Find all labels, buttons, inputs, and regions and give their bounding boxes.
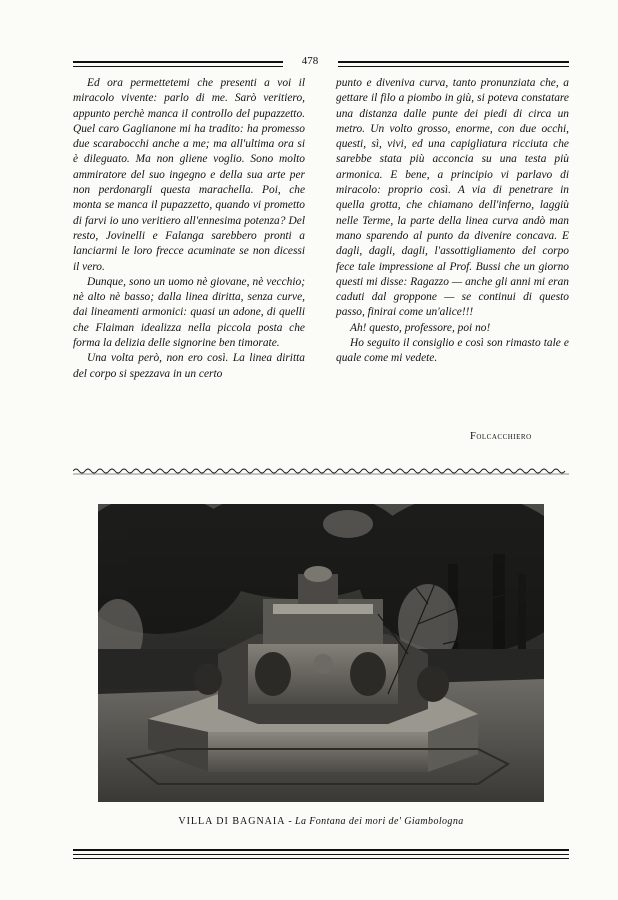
paragraph: Ah! questo, professore, poi no! <box>350 321 491 334</box>
footer-rule-thin <box>73 854 569 855</box>
photo-caption <box>98 816 544 827</box>
header-rule-left <box>73 61 283 63</box>
header-rule-left-thin <box>73 66 283 67</box>
paragraph: Ed ora permettetemi che presenti a voi il miracolo vivente: parlo di me. Sarò veritiero, appunto perchè manca il controllo del pupazzetto. Quel caro Gaglianone mi ha tradito: ha promesso due scarabocchi anche a me; ma all'ultima ora si è dileguato. Ma non gliene voglio. Sono molto ammiratore del suo ingegno e della sua arte per non perdonargli questa marachella. Poi, che monta se manca il pupazzetto, quando vi prometto di farvi io uno veritiero all'ennesima potenza? Del resto, Jovinelli e Falanga sarebbero pronti a lanciarmi le loro frecce acuminate se non dicessi il vero. <box>73 77 305 273</box>
paragraph: Una volta però, non ero così. La linea diritta del corpo si spezzava in un certo <box>73 352 305 380</box>
right-text-column <box>336 76 569 367</box>
footer-rule-thin-2 <box>73 858 569 859</box>
header-rule-right-thin <box>338 66 569 67</box>
author-signature: Folcacchiero <box>470 431 532 442</box>
fountain-photograph <box>98 504 544 802</box>
paragraph: punto e diveniva curva, tanto pronunziata che, a gettare il filo a piombo in giù, si poteva constatare una distanza dalle punte dei piedi di circa un metro. Un volto grosso, enorme, con due occhi, questi, sì, vivi, ed una capigliatura ricciuta che sarebbe stata più acconcia su una testa più armonica. E bene, a principio vi parlavo di miracolo: proprio così. A via di penetrare in quella grotta, che chiamano dell'inferno, laggiù nelle Terme, la parte della linea curva andò man mano sparendo al punto da divenire concava. E dagli, dagli, dagli, l'assottigliamento del corpo fece tale impressione al Prof. Bussi che un giorno questi mi disse: Ragazzo — anche gli anni mi eran caduti dal groppone — se continui di questo passo, finirai come un'alice!!! <box>336 77 569 319</box>
caption-title: La Fontana dei mori de' Giambologna <box>295 816 464 827</box>
header-rule-right <box>338 61 569 63</box>
wavy-divider <box>73 466 569 476</box>
caption-separator: - <box>285 816 295 827</box>
left-text-column <box>73 76 305 382</box>
paragraph: Dunque, sono un uomo nè giovane, nè vecchio; nè alto nè basso; dalla linea diritta, senza curve, dai lineamenti armonici: quasi un adone, di quelli che Flaiman idealizza nella piccola posta che forma la delizia delle signorine ben timorate. <box>73 275 305 350</box>
caption-place: VILLA DI BAGNAIA <box>178 816 286 827</box>
page-number: 478 <box>301 55 319 67</box>
footer-rule <box>73 849 569 851</box>
paragraph: Ho seguito il consiglio e così son rimasto tale e quale come mi vedete. <box>336 337 569 365</box>
